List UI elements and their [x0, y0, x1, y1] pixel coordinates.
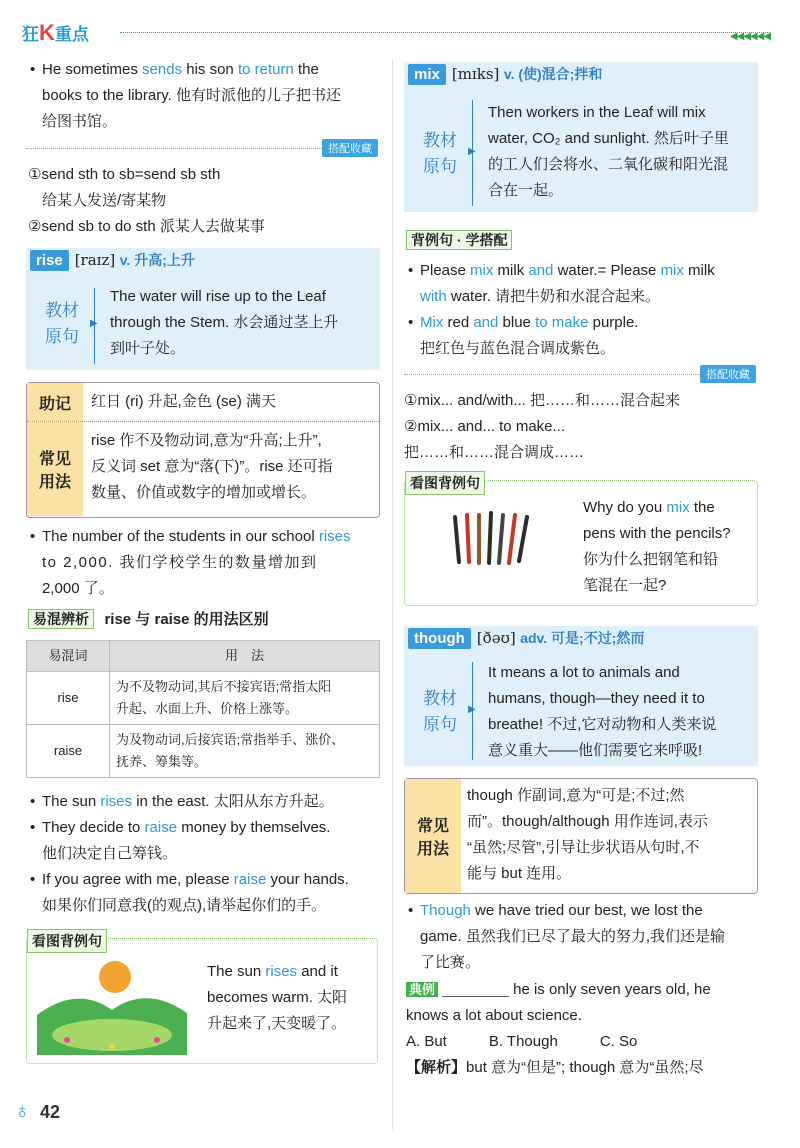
- list-item: • The sun rises in the east. 太阳从东方升起。: [42, 789, 382, 815]
- list-item: • Please mix milk and water.= Please mix milk: [420, 258, 760, 284]
- picture-tag: 看图背例句: [27, 929, 107, 953]
- collocation-tag: 搭配收藏: [322, 139, 378, 157]
- column-divider: [392, 60, 393, 1130]
- back-example-tag-wrap: [406, 230, 512, 250]
- option: A. But: [406, 1033, 447, 1050]
- textbook-sentence: The water will rise up to the Leaf through the Stem. 水会通过茎上升 到叶子处。: [110, 288, 339, 357]
- answer-blank: ________: [442, 981, 509, 998]
- part-of-speech: adv. 可是;不过;然而: [520, 630, 645, 646]
- usage-text: rise 作不及物动词,意为“升高;上升”, 反义词 set 意为“落(下)”。rise 还可指 数量、价值或数字的增加或增长。: [91, 432, 333, 501]
- options: [406, 1029, 758, 1055]
- back-example-tag: 背例句 · 学搭配: [406, 230, 512, 250]
- collocation-item: ②send sb to do sth 派某人去做某事: [28, 218, 265, 235]
- usage-box-though: [404, 778, 758, 894]
- collocation-list: [404, 388, 756, 466]
- pens-illustration: [445, 507, 545, 567]
- textbook-sentence: Then workers in the Leaf will mix water, CO₂ and sunlight. 然后叶子里 的工人们会将水、二氧化碳和阳光混 合在一起。: [488, 104, 729, 199]
- exercise-tag: 典例: [406, 982, 438, 997]
- arrow-icon: ▶: [90, 318, 98, 329]
- picture-sentence: Why do you mix the pens with the pencils? 你为什么把钢笔和铅 笔混在一起?: [583, 499, 731, 594]
- list-item: • Mix red and blue to make purple.: [420, 310, 760, 336]
- confusion-title: rise 与 raise 的用法区别: [104, 611, 269, 628]
- mix-examples: • Please mix milk and water.= Please mix milk with water. 请把牛奶和水混合起来。 • Mix red and blue to make purple. 把红色与蓝色混合调成紫色。: [420, 258, 760, 362]
- word-card-mix: [404, 62, 758, 212]
- arrows-icon: ◀◀◀◀◀◀: [729, 31, 770, 42]
- picture-sentence: The sun rises and it becomes warm. 太阳 升起来了,天变暖了。: [207, 963, 348, 1032]
- collocation-tag: 搭配收藏: [700, 365, 756, 383]
- memo-label: 助记: [27, 383, 83, 421]
- part-of-speech: v. 升高;上升: [119, 252, 195, 268]
- memo-usage-box: [26, 382, 380, 518]
- part-of-speech: v. (使)混合;拌和: [503, 66, 603, 82]
- collocation-item: ①send sth to sb=send sb sth: [28, 166, 221, 183]
- sunrise-illustration: [37, 955, 187, 1055]
- word-label: though: [408, 628, 471, 649]
- picture-example-mix: [404, 475, 758, 606]
- logo-k: K: [39, 20, 55, 45]
- intro-example: • He sometimes sends his son to return the books to the library. 他有时派他的儿子把书还 给图书馆。: [42, 57, 382, 135]
- lightbulb-icon: ♁: [14, 1098, 31, 1123]
- table-row: rise 为不及物动词,其后不接宾语;常指太阳 升起、水面上升、价格上涨等。: [27, 672, 380, 725]
- collocation-list: [28, 162, 378, 240]
- phonetic: [raɪz]: [74, 251, 116, 269]
- memo-text: 红日 (ri) 升起,金色 (se) 满天: [91, 393, 276, 410]
- word-card-though: [404, 626, 758, 766]
- confusion-section: [28, 608, 380, 629]
- table-row: raise 为及物动词,后接宾语;常指举手、涨价、 抚养、筹集等。: [27, 725, 380, 778]
- option: B. Though: [488, 1033, 558, 1050]
- page-number-badge: [10, 1096, 70, 1130]
- page-number: 42: [40, 1102, 61, 1122]
- logo-part: 重点: [54, 25, 89, 44]
- textbook-label: 教材 原句: [45, 301, 79, 346]
- examples-list: • The sun rises in the east. 太阳从东方升起。 • They decide to raise money by themselves. 他们决定自己筹钱。 • If you agree with me, please raise your hands. 如果你们同意我(的观点),请举起你们的手。: [42, 789, 382, 919]
- list-item: • If you agree with me, please raise your hands.: [42, 867, 382, 893]
- book-logo: [22, 20, 89, 46]
- textbook-label: 教材 原句: [423, 131, 457, 176]
- phonetic: [ðəʊ]: [476, 629, 516, 647]
- analysis-tag: 【解析】: [406, 1059, 467, 1076]
- usage-text: though 作副词,意为“可是;不过;然 而”。though/although 用作连词,表示 “虽然;尽管”,引导让步状语从句时,不 能与 but 连用。: [467, 787, 708, 882]
- textbook-sentence: It means a lot to animals and humans, though—they need it to breathe! 不过,它对动物和人类来说 意义重大——他们需要它来呼吸!: [488, 664, 717, 759]
- option: C. So: [599, 1033, 638, 1050]
- confusion-tag: 易混辨析: [28, 609, 94, 629]
- list-item: • They decide to raise money by themselves.: [42, 815, 382, 841]
- example-though: • Though we have tried our best, we lost the game. 虽然我们已尽了最大的努力,我们还是输 了比赛。: [420, 898, 760, 976]
- collocation-item: 把……和……混合调成……: [404, 444, 585, 461]
- exercise: 典例 ________ he is only seven years old, he knows a lot about science. A. But B. Though C. So 【解析】but 意为“但是”; though 意为“虽然;尽: [406, 977, 758, 1081]
- phonetic: [mɪks]: [451, 65, 500, 83]
- example-rise: • The number of the students in our school rises to 2,000. 我们学校学生的数量增加到 2,000 了。: [42, 524, 382, 602]
- arrow-icon: ▶: [468, 146, 476, 157]
- word-label: mix: [408, 64, 446, 85]
- collocation-item: ②mix... and... to make...: [404, 418, 566, 435]
- usage-label: 常见 用法: [405, 779, 461, 893]
- usage-label: 常见 用法: [27, 422, 83, 516]
- collocation-item: ①mix... and/with... 把……和……混合起来: [404, 392, 680, 409]
- picture-tag: 看图背例句: [405, 471, 485, 495]
- header-divider: [120, 32, 770, 33]
- word-card-rise: [26, 248, 380, 370]
- word-label: rise: [30, 250, 69, 271]
- arrow-icon: ▶: [468, 704, 476, 715]
- logo-part: 狂: [22, 25, 39, 44]
- collocation-item: 给某人发送/寄某物: [42, 192, 167, 209]
- picture-example-rise: [26, 933, 378, 1064]
- confusion-table: 易混词 用 法 rise 为不及物动词,其后不接宾语;常指太阳 升起、水面上升、价格上涨等。 raise 为及物动词,后接宾语;常指举手、涨价、 抚养、筹集等。: [26, 640, 380, 778]
- textbook-label: 教材 原句: [423, 689, 457, 734]
